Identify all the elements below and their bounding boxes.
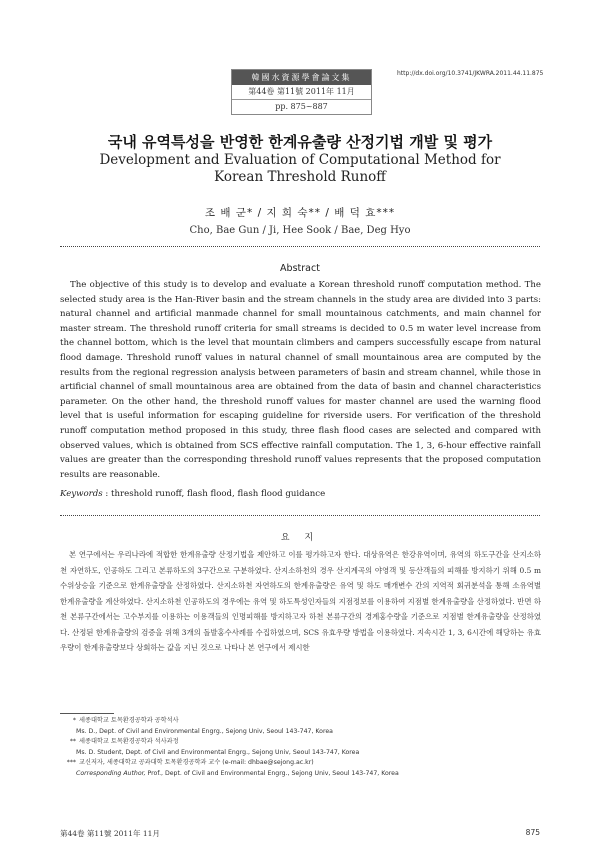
keywords-label: Keywords: [60, 489, 103, 499]
separator-dotted-top: [60, 246, 540, 247]
title-english-line-2: Korean Threshold Runoff: [214, 169, 386, 185]
footer-volume: 第44卷 第11號 2011年 11月: [60, 829, 160, 838]
footnote-1-mark: *: [72, 717, 76, 724]
title-english: [0, 152, 600, 186]
authors-korean: 조 배 군* / 지 희 숙** / 배 덕 효***: [204, 207, 396, 219]
footnote-3-english: [60, 769, 540, 780]
corresponding-author-label: Corresponding Author,: [76, 769, 146, 777]
abstract-heading: Abstract: [280, 263, 320, 274]
journal-info-box: [231, 69, 372, 115]
footnote-2-english: Ms. D. Student, Dept. of Civil and Environmental Engrg., Sejong Univ, Seoul 143-747, Korea: [76, 748, 360, 756]
footnote-1-line-1: [60, 716, 540, 727]
authors-english: Cho, Bae Gun / Ji, Hee Sook / Bae, Deg Hyo: [189, 225, 411, 236]
footnote-2-korean: 세종대학교 토목환경공학과 석사과정: [79, 738, 179, 746]
separator-dotted-middle: [60, 515, 540, 516]
keywords-line: [60, 489, 540, 499]
footnote-1-english: Ms. D., Dept. of Civil and Environmental Engrg., Sejong Univ, Seoul 143-747, Korea: [76, 727, 333, 735]
footnote-3-mark: ***: [66, 759, 76, 767]
footnote-1-korean: 세종대학교 토목환경공학과 공학석사: [79, 717, 179, 724]
footnote-2-line-1: [60, 737, 540, 748]
title-english-line-1: Development and Evaluation of Computational Method for: [99, 152, 501, 168]
footnote-3-english-text: Prof., Dept. of Civil and Environmental Engrg., Sejong Univ, Seoul 143-747, Korea: [145, 769, 399, 777]
footnote-2-mark: **: [69, 738, 76, 746]
footnotes: [60, 716, 540, 780]
doi-link[interactable]: http://dx.doi.org/10.3741/JKWRA.2011.44.11.875: [397, 70, 544, 77]
footnote-rule: [60, 713, 114, 714]
journal-name: 韓國水資源學會論文集: [232, 70, 371, 85]
title-korean: 국내 유역특성을 반영한 한계유출량 산정기법 개발 및 평가: [107, 133, 493, 151]
journal-volume-issue: 第44卷 第11號 2011年 11月: [232, 85, 371, 100]
footnote-3-korean: 교신저자, 세종대학교 공과대학 토목환경공학과 교수 (e-mail: dhbae@sejong.ac.kr): [79, 759, 314, 767]
footnote-3-line-1: [60, 758, 540, 769]
summary-body: 본 연구에서는 우리나라에 적합한 한계유출량 산정기법을 제안하고 이를 평가하고자 한다. 대상유역은 한강유역이며, 유역의 하도구간을 산지소하천 자연하도, 인공하도 그리고 본류하도의 3구간으로 구분하였다. 산지소하천의 경우 산지계곡의 야영객 및 등산객들의 피해를 방지하기 위해 0.5 m 수위상승을 기준으로 한계유출량을 산정하였다. 산지소하천 자연하도의 한계유출량은 유역 및 하도 매개변수 간의 지역적 회귀분석을 통해 소유역별 한계유출량을 계산하였다. 산지소하천 인공하도의 경우에는 유역 및 하도특성인자들의 지점정보를 이용하여 지점별 한계유출량을 산정하였다. 반면 하천 본류구간에서는 고수부지를 이용하는 이용객들의 인명피해를 방지하고자 하천 본류구간의 경계홍수량을 기준으로 지점별 한계유출량을 산정하였다. 산정된 한계유출량의 검증을 위해 3개의 돌발홍수사례를 수집하였으며, SCS 유효우량 방법을 이용하였다. 지속시간 1, 3, 6시간에 해당하는 유효우량이 한계유출량보다 상회하는 값을 지닌 것으로 나타나 본 연구에서 제시한: [60, 550, 541, 652]
summary-heading: 요 지: [280, 533, 320, 543]
keywords-text: : threshold runoff, flash flood, flash flood guidance: [102, 489, 326, 499]
abstract-body: The objective of this study is to develop and evaluate a Korean threshold runoff computation method. The selected study area is the Han-River basin and the stream channels in the study area are divided into 3 parts: natural channel and artificial manmade channel for small mountainous catchments, and main channel for master stream. The threshold runoff criteria for small streams is decided to 0.5 m water level increase from the channel bottom, which is the level that mountain climbers and campers successfully escape from natural flood damage. Threshold runoff values in natural channel of small mountainous area are computed by the results from the regional regression analysis between parameters of basin and stream channel, while those in artificial channel of small mountainous area are obtained from the data of basin and channel characteristics parameter. On the other hand, the threshold runoff values for master channel are used the warning flood level that is useful information for escaping guideline for riverside users. For verification of the threshold runoff computation method proposed in this study, three flash flood cases are selected and compared with observed values, which is obtained from SCS effective rainfall computation. The 1, 3, 6-hour effective rainfall values are greater than the corresponding threshold runoff values represents that the proposed computation results are reasonable.: [60, 280, 541, 480]
page-number: 875: [525, 828, 540, 837]
journal-pages: pp. 875~887: [275, 102, 328, 111]
